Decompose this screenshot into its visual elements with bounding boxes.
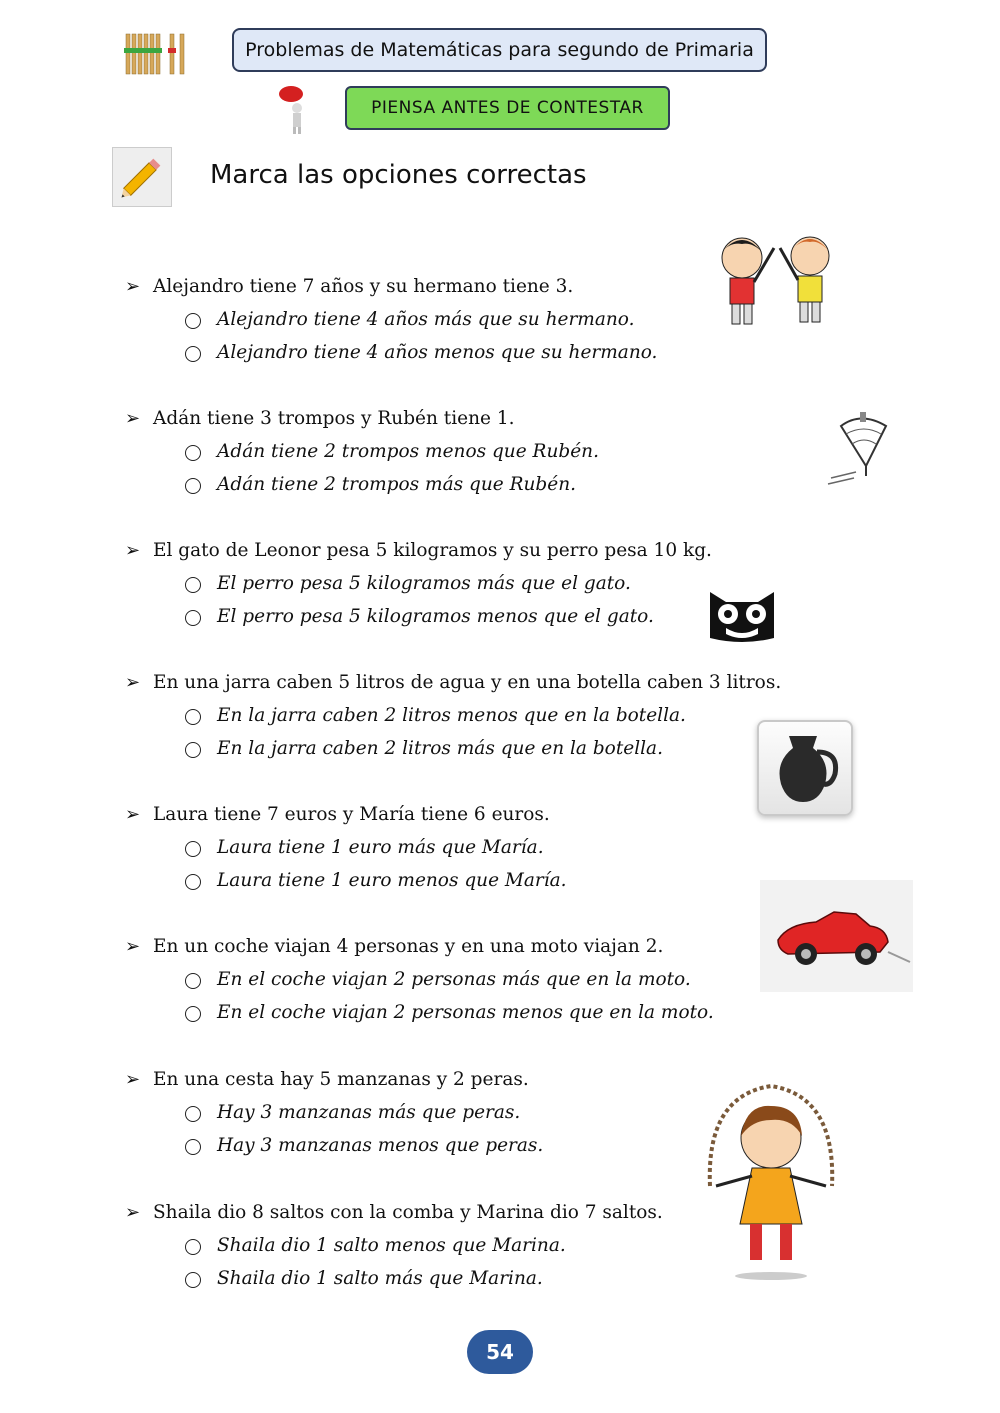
option-text: Shaila dio 1 salto más que Marina. [217,1268,543,1289]
arrow-bullet-icon: ➢ [125,276,141,297]
problem-question [125,402,825,435]
jug-icon [759,722,851,814]
radio-circle-icon[interactable] [185,445,201,461]
girl-jump-rope-illustration [696,1076,846,1284]
option-text: Laura tiene 1 euro más que María. [217,837,544,858]
worksheet-title: Problemas de Matemáticas para segundo de Primaria [232,28,767,72]
arrow-bullet-icon: ➢ [125,1069,141,1090]
option-text: Hay 3 manzanas más que peras. [217,1102,521,1123]
arrow-bullet-icon: ➢ [125,804,141,825]
counting-sticks-icon [122,30,190,76]
option-text: En la jarra caben 2 litros más que en la botella. [217,738,663,759]
cat-face-illustration [706,588,778,646]
answer-option[interactable] [125,732,825,765]
arrow-bullet-icon: ➢ [125,540,141,561]
question-text: En una jarra caben 5 litros de agua y en una botella caben 3 litros. [153,672,782,693]
arrow-bullet-icon: ➢ [125,936,141,957]
problem-question [125,798,825,831]
problem-question [125,930,825,963]
radio-circle-icon[interactable] [185,610,201,626]
thinking-figure-icon [277,85,311,135]
boys-high-five-illustration [712,228,842,332]
radio-circle-icon[interactable] [185,1106,201,1122]
radio-circle-icon[interactable] [185,1006,201,1022]
question-text: El gato de Leonor pesa 5 kilogramos y su perro pesa 10 kg. [153,540,712,561]
option-text: Shaila dio 1 salto menos que Marina. [217,1235,566,1256]
question-text: Laura tiene 7 euros y María tiene 6 euros. [153,804,550,825]
arrow-bullet-icon: ➢ [125,672,141,693]
answer-option[interactable] [125,963,825,996]
radio-circle-icon[interactable] [185,1239,201,1255]
problem-question [125,666,825,699]
option-text: Hay 3 manzanas menos que peras. [217,1135,544,1156]
answer-option[interactable] [125,996,825,1029]
question-text: Shaila dio 8 saltos con la comba y Marina dio 7 saltos. [153,1202,663,1223]
radio-circle-icon[interactable] [185,709,201,725]
car-illustration-box [760,880,913,992]
radio-circle-icon[interactable] [185,841,201,857]
question-text: Adán tiene 3 trompos y Rubén tiene 1. [153,408,515,429]
answer-option[interactable] [125,336,825,369]
pencil-icon-box [112,147,172,207]
problem-block [125,798,825,897]
radio-circle-icon[interactable] [185,313,201,329]
option-text: En el coche viajan 2 personas más que en la moto. [217,969,691,990]
radio-circle-icon[interactable] [185,874,201,890]
option-text: En la jarra caben 2 litros menos que en la botella. [217,705,686,726]
radio-circle-icon[interactable] [185,742,201,758]
option-text: En el coche viajan 2 personas menos que en la moto. [217,1002,714,1023]
radio-circle-icon[interactable] [185,1139,201,1155]
radio-circle-icon[interactable] [185,346,201,362]
answer-option[interactable] [125,468,825,501]
jug-illustration-box [757,720,853,816]
instruction-heading: Marca las opciones correctas [210,160,587,190]
problem-block [125,930,825,1029]
option-text: Adán tiene 2 trompos más que Rubén. [217,474,576,495]
answer-option[interactable] [125,831,825,864]
option-text: Laura tiene 1 euro menos que María. [217,870,567,891]
answer-option[interactable] [125,699,825,732]
page-number-badge: 54 [467,1330,533,1374]
radio-circle-icon[interactable] [185,973,201,989]
think-banner: PIENSA ANTES DE CONTESTAR [345,86,670,130]
spinning-top-illustration [826,406,896,488]
problem-block [125,666,825,765]
problem-block [125,402,825,501]
question-text: Alejandro tiene 7 años y su hermano tiene 3. [153,276,574,297]
option-text: Alejandro tiene 4 años menos que su hermano. [217,342,658,363]
pencil-icon [113,148,171,206]
option-text: Alejandro tiene 4 años más que su hermano. [217,309,635,330]
option-text: Adán tiene 2 trompos menos que Rubén. [217,441,599,462]
red-car-icon [760,880,913,992]
arrow-bullet-icon: ➢ [125,1202,141,1223]
answer-option[interactable] [125,864,825,897]
answer-option[interactable] [125,435,825,468]
problem-question [125,534,825,567]
option-text: El perro pesa 5 kilogramos más que el gato. [217,573,631,594]
arrow-bullet-icon: ➢ [125,408,141,429]
option-text: El perro pesa 5 kilogramos menos que el gato. [217,606,654,627]
question-text: En un coche viajan 4 personas y en una moto viajan 2. [153,936,664,957]
radio-circle-icon[interactable] [185,1272,201,1288]
question-text: En una cesta hay 5 manzanas y 2 peras. [153,1069,529,1090]
radio-circle-icon[interactable] [185,577,201,593]
radio-circle-icon[interactable] [185,478,201,494]
